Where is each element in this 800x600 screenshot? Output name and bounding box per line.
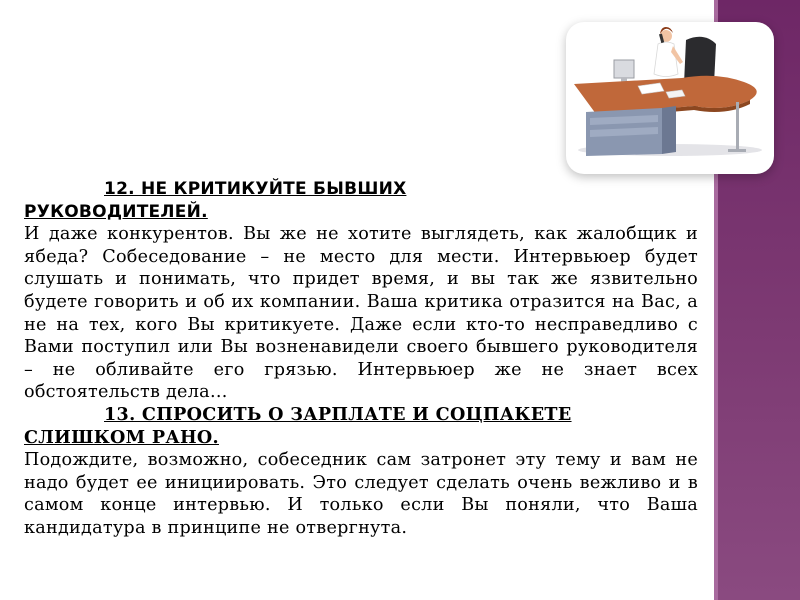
section-12-heading-line2: РУКОВОДИТЕЛЕЙ. (24, 201, 208, 222)
office-desk-illustration-icon (566, 22, 774, 174)
section-13-heading-line2: СЛИШКОМ РАНО. (24, 426, 219, 448)
slide-text (24, 178, 698, 540)
section-13-heading-line1: 13. СПРОСИТЬ О ЗАРПЛАТЕ И СОЦПАКЕТЕ (104, 403, 572, 425)
section-12-body: И даже конкурентов. Вы же не хотите выглядеть, как жалобщик и ябеда? Собеседование – не место для мести. Интервьюер будет слушать и понимать, что придет время, и вы так же язвительно будете говорить и об их компании. Ваша критика отразится на Вас, а не на тех, кого Вы критикуете. Даже если кто-то несправедливо с Вами поступил или Вы возненавидели своего бывшего руководителя – не обливайте его грязью. Интервьюер же не знает всех обстоятельств дела… (24, 224, 698, 403)
illustration-card (566, 22, 774, 174)
section-13-body: Подождите, возможно, собеседник сам затронет эту тему и вам не надо будет ее инициировать. Это следует сделать очень вежливо и в самом конце интервью. И только если Вы поняли, что Ваша кандидатура в принципе не отвергнута. (24, 450, 698, 538)
section-12-heading-line1: 12. НЕ КРИТИКУЙТЕ БЫВШИХ (104, 179, 407, 199)
